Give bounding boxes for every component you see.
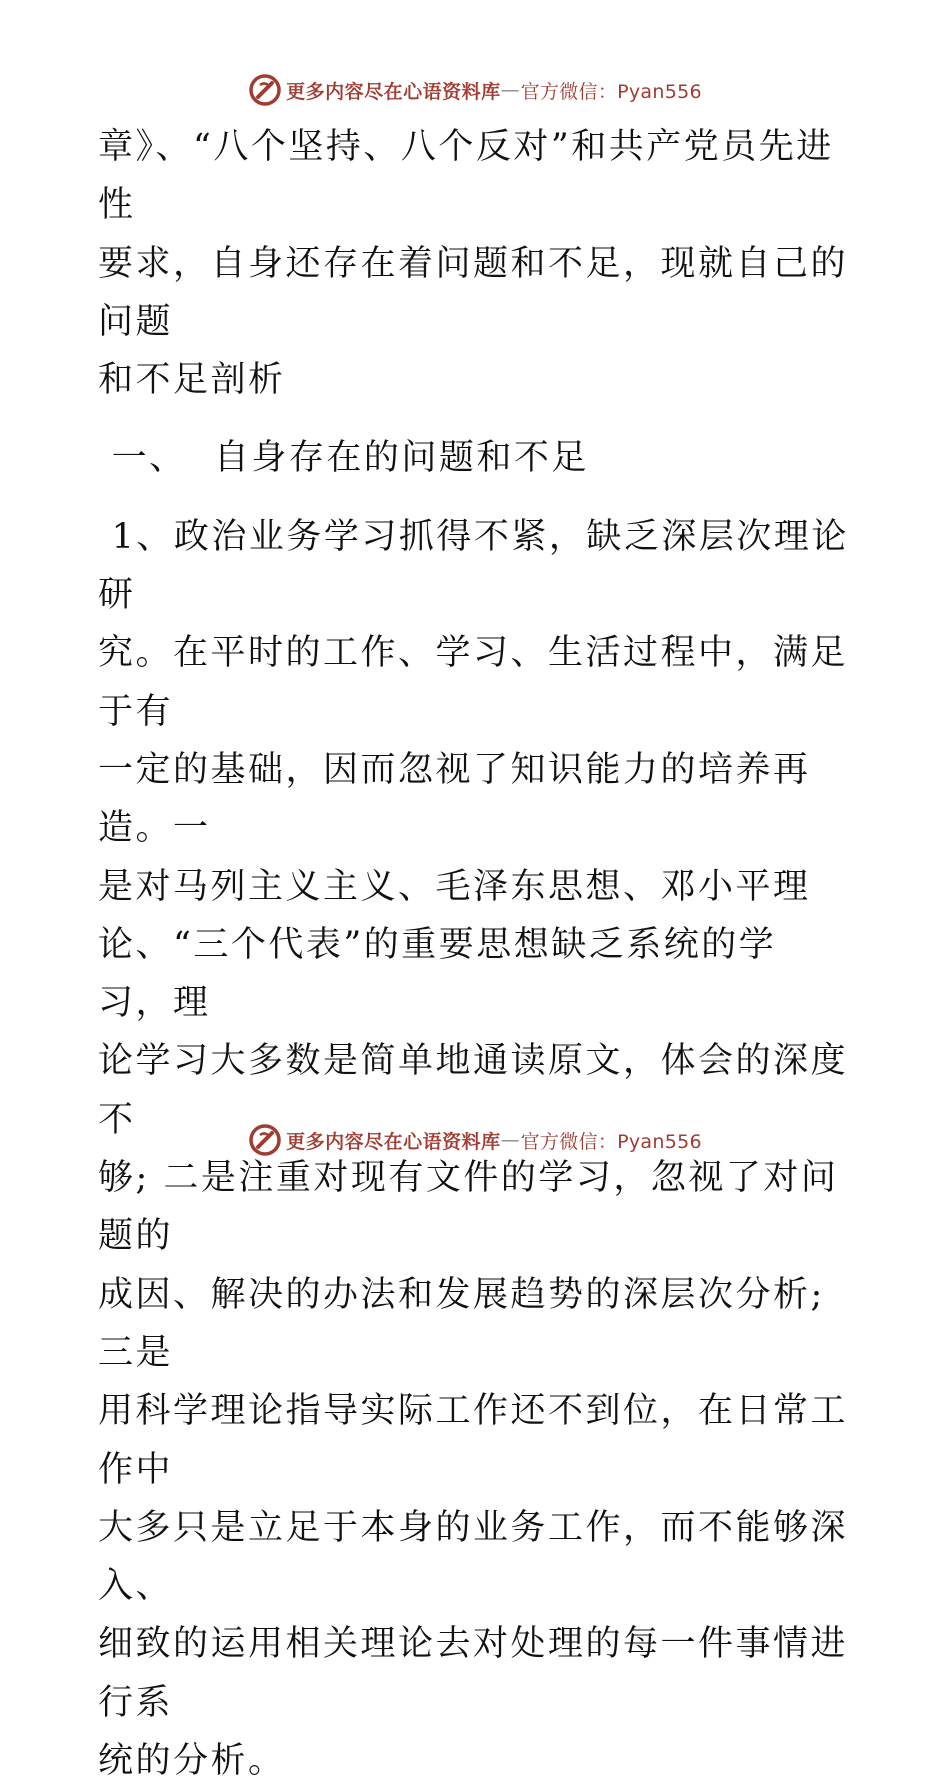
text-line: 和不足剖析 bbox=[98, 360, 286, 401]
text-line: 究。在平时的工作、学习、生活过程中，满足于有 bbox=[98, 633, 849, 732]
banner-contact-text: 官方微信：Pyan556 bbox=[520, 80, 702, 103]
text-line: 细致的运用相关理论去对处理的每一件事情进行系 bbox=[98, 1624, 849, 1723]
text-line: 一定的基础，因而忽视了知识能力的培养再造。一 bbox=[98, 749, 811, 849]
footer-banner bbox=[0, 1120, 950, 1160]
banner-dash: — bbox=[500, 1129, 521, 1151]
text-line: 成因、解决的办法和发展趋势的深层次分析; 三是 bbox=[98, 1274, 839, 1373]
text-line: 论学习大多数是简单地通读原文，体会的深度不 bbox=[98, 1041, 849, 1140]
text-line: 要求，自身还存在着问题和不足，现就自己的问题 bbox=[98, 243, 849, 342]
text-line: 是对马列主义主义、毛泽东思想、邓小平理 bbox=[98, 866, 811, 907]
text-line: 大多只是立足于本身的业务工作，而不能够深入、 bbox=[98, 1507, 849, 1607]
section-heading: 一、 自身存在的问题和不足 bbox=[98, 438, 589, 479]
banner-contact-text: 官方微信：Pyan556 bbox=[520, 1130, 702, 1153]
brand-logo-icon bbox=[248, 1123, 282, 1157]
intro-paragraph bbox=[98, 118, 850, 409]
text-line: 1、政治业务学习抓得不紧，缺乏深层次理论研 bbox=[98, 516, 849, 616]
banner-dash: — bbox=[500, 79, 521, 101]
text-line: 够; 二是注重对现有文件的学习，忽视了对问题的 bbox=[98, 1158, 839, 1257]
text-line: 用科学理论指导实际工作还不到位，在日常工作中 bbox=[98, 1391, 849, 1490]
text-line: 统的分析。 bbox=[98, 1741, 286, 1782]
banner-main-text: 更多内容尽在心语资料库 bbox=[286, 1130, 501, 1153]
text-line: 论、“三个代表”的重要思想缺乏系统的学习，理 bbox=[98, 924, 777, 1024]
document-body bbox=[98, 118, 850, 1790]
brand-logo-icon bbox=[248, 73, 282, 107]
header-banner bbox=[0, 70, 950, 110]
text-line: 章》、“八个坚持、八个反对”和共产党员先进性 bbox=[98, 127, 834, 226]
banner-main-text: 更多内容尽在心语资料库 bbox=[286, 80, 501, 103]
